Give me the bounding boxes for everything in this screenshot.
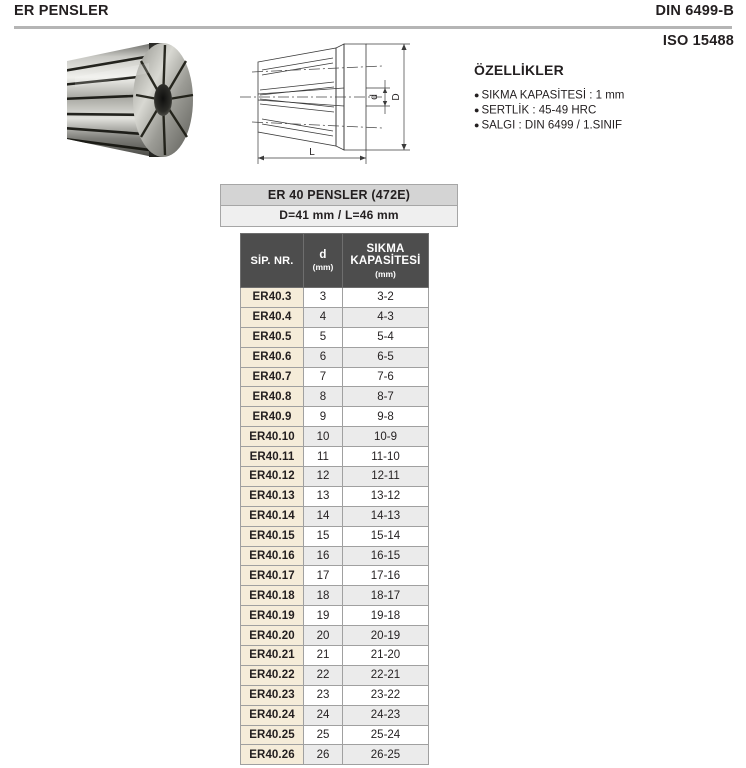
cell-diameter: 23 (304, 685, 343, 705)
cell-diameter: 11 (304, 447, 343, 467)
cell-diameter: 13 (304, 486, 343, 506)
cell-order-number: ER40.4 (241, 307, 304, 327)
cell-diameter: 6 (304, 347, 343, 367)
table-row (241, 705, 429, 725)
cell-diameter: 18 (304, 586, 343, 606)
spec-item-text: SIKMA KAPASİTESİ : 1 mm (481, 89, 625, 102)
table-row (241, 626, 429, 646)
spec-item-clamping-capacity (474, 88, 736, 103)
specifications-title: ÖZELLİKLER (474, 62, 564, 78)
cell-diameter: 12 (304, 467, 343, 487)
cell-clamping-capacity: 7-6 (343, 367, 429, 387)
standard-iso-label: ISO 15488 (662, 33, 734, 49)
cell-order-number: ER40.17 (241, 566, 304, 586)
cell-diameter: 16 (304, 546, 343, 566)
table-header-row (241, 234, 429, 288)
cell-order-number: ER40.13 (241, 486, 304, 506)
cell-diameter: 9 (304, 407, 343, 427)
cell-clamping-capacity: 18-17 (343, 586, 429, 606)
column-header-clamping-capacity (343, 234, 429, 288)
cell-clamping-capacity: 25-24 (343, 725, 429, 745)
table-row (241, 486, 429, 506)
cell-order-number: ER40.3 (241, 288, 304, 308)
dimension-label-d: d (369, 94, 380, 100)
cell-clamping-capacity: 14-13 (343, 506, 429, 526)
table-row (241, 546, 429, 566)
product-title-dimensions: D=41 mm / L=46 mm (220, 206, 458, 227)
cell-clamping-capacity: 21-20 (343, 646, 429, 666)
table-row (241, 367, 429, 387)
column-header-diameter-unit: (mm) (312, 262, 334, 273)
cell-clamping-capacity: 24-23 (343, 705, 429, 725)
table-row (241, 307, 429, 327)
cell-order-number: ER40.12 (241, 467, 304, 487)
cell-order-number: ER40.24 (241, 705, 304, 725)
technical-drawing-collet-section (232, 30, 462, 170)
dimension-label-D: D (391, 93, 402, 101)
cell-diameter: 22 (304, 665, 343, 685)
cell-clamping-capacity: 22-21 (343, 665, 429, 685)
table-row (241, 467, 429, 487)
cell-clamping-capacity: 16-15 (343, 546, 429, 566)
spec-item-text: SALGI : DIN 6499 / 1.SINIF (481, 118, 623, 131)
cell-order-number: ER40.15 (241, 526, 304, 546)
cell-order-number: ER40.9 (241, 407, 304, 427)
column-header-diameter (304, 234, 343, 288)
table-row (241, 407, 429, 427)
table-row (241, 347, 429, 367)
table-row (241, 447, 429, 467)
cell-order-number: ER40.6 (241, 347, 304, 367)
table-row (241, 606, 429, 626)
table-row (241, 665, 429, 685)
cell-order-number: ER40.8 (241, 387, 304, 407)
cell-order-number: ER40.22 (241, 665, 304, 685)
cell-clamping-capacity: 10-9 (343, 427, 429, 447)
cell-diameter: 4 (304, 307, 343, 327)
cell-diameter: 25 (304, 725, 343, 745)
cell-diameter: 14 (304, 506, 343, 526)
cell-order-number: ER40.20 (241, 626, 304, 646)
bullet-icon: ● (474, 119, 480, 130)
cell-order-number: ER40.23 (241, 685, 304, 705)
header-divider (14, 26, 732, 29)
cell-diameter: 10 (304, 427, 343, 447)
table-row (241, 745, 429, 765)
table-row (241, 646, 429, 666)
cell-diameter: 24 (304, 705, 343, 725)
cell-diameter: 3 (304, 288, 343, 308)
table-row (241, 586, 429, 606)
cell-clamping-capacity: 8-7 (343, 387, 429, 407)
table-row (241, 725, 429, 745)
table-row (241, 526, 429, 546)
table-header (241, 234, 429, 288)
cell-order-number: ER40.16 (241, 546, 304, 566)
cell-order-number: ER40.11 (241, 447, 304, 467)
table-body (241, 288, 429, 765)
cell-clamping-capacity: 17-16 (343, 566, 429, 586)
cell-diameter: 8 (304, 387, 343, 407)
cell-order-number: ER40.10 (241, 427, 304, 447)
column-header-order-number: SİP. NR. (241, 234, 304, 288)
column-header-diameter-label: d (319, 248, 327, 261)
cell-order-number: ER40.25 (241, 725, 304, 745)
product-title-main: ER 40 PENSLER (472E) (220, 184, 458, 206)
cell-clamping-capacity: 6-5 (343, 347, 429, 367)
product-photo-er-collet (45, 33, 220, 168)
table-row (241, 566, 429, 586)
column-header-capacity-line2: KAPASİTESİ (350, 255, 421, 267)
cell-diameter: 21 (304, 646, 343, 666)
table-row (241, 327, 429, 347)
cell-clamping-capacity: 15-14 (343, 526, 429, 546)
cell-order-number: ER40.26 (241, 745, 304, 765)
cell-clamping-capacity: 19-18 (343, 606, 429, 626)
table-row (241, 506, 429, 526)
table-row (241, 427, 429, 447)
cell-diameter: 17 (304, 566, 343, 586)
cell-clamping-capacity: 9-8 (343, 407, 429, 427)
specifications-list (474, 88, 736, 132)
standard-din-label: DIN 6499-B (655, 3, 734, 19)
cell-order-number: ER40.7 (241, 367, 304, 387)
column-header-capacity-line1: SIKMA (366, 242, 405, 255)
cell-clamping-capacity: 23-22 (343, 685, 429, 705)
spec-item-hardness (474, 103, 736, 118)
cell-clamping-capacity: 11-10 (343, 447, 429, 467)
cell-clamping-capacity: 20-19 (343, 626, 429, 646)
page-title: ER PENSLER (14, 3, 109, 19)
cell-diameter: 19 (304, 606, 343, 626)
table-row (241, 288, 429, 308)
cell-order-number: ER40.19 (241, 606, 304, 626)
cell-diameter: 15 (304, 526, 343, 546)
cell-clamping-capacity: 4-3 (343, 307, 429, 327)
column-header-capacity-unit: (mm) (375, 268, 396, 279)
cell-diameter: 7 (304, 367, 343, 387)
cell-order-number: ER40.18 (241, 586, 304, 606)
bullet-icon: ● (474, 104, 480, 115)
cell-diameter: 5 (304, 327, 343, 347)
spec-item-text: SERTLİK : 45-49 HRC (481, 104, 597, 117)
cell-diameter: 26 (304, 745, 343, 765)
cell-order-number: ER40.14 (241, 506, 304, 526)
cell-clamping-capacity: 13-12 (343, 486, 429, 506)
collet-size-table (240, 233, 429, 765)
product-title-block (220, 184, 458, 227)
table-row (241, 387, 429, 407)
cell-clamping-capacity: 12-11 (343, 467, 429, 487)
cell-order-number: ER40.5 (241, 327, 304, 347)
cell-clamping-capacity: 3-2 (343, 288, 429, 308)
spec-item-runout (474, 118, 736, 133)
cell-order-number: ER40.21 (241, 646, 304, 666)
specifications-section (474, 62, 736, 132)
cell-clamping-capacity: 5-4 (343, 327, 429, 347)
dimension-label-L: L (309, 147, 315, 158)
cell-diameter: 20 (304, 626, 343, 646)
cell-clamping-capacity: 26-25 (343, 745, 429, 765)
collet-dimension-drawing (232, 30, 462, 170)
collet-photo-illustration (45, 33, 220, 168)
table-row (241, 685, 429, 705)
bullet-icon: ● (474, 90, 480, 100)
